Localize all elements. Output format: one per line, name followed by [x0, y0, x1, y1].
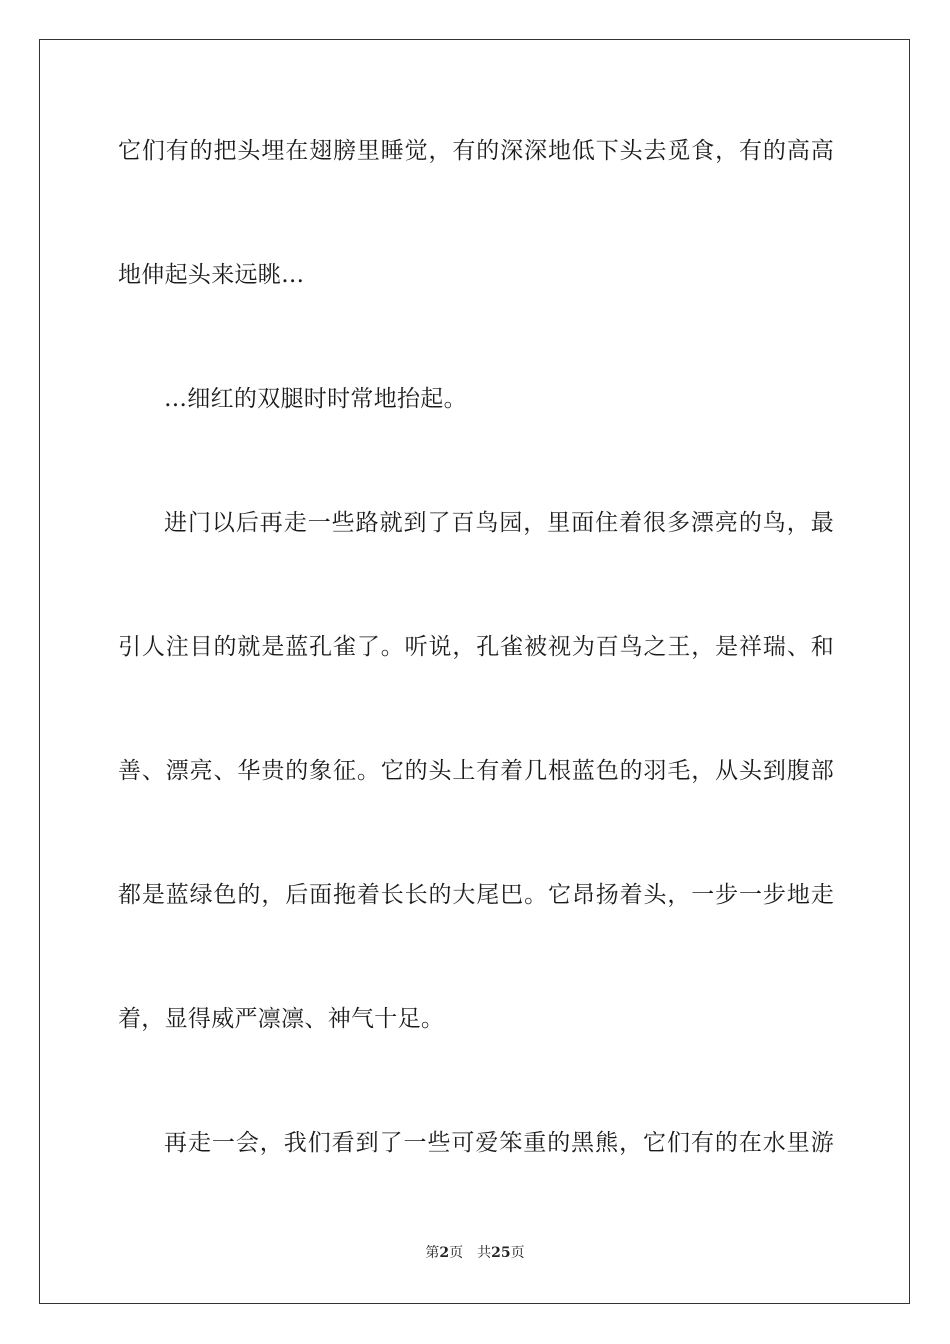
page-prefix: 第	[425, 1245, 440, 1261]
paragraph-line-8: 着，显得威严凛凛、神气十足。	[118, 1006, 445, 1032]
paragraph-line-3: …细红的双腿时时常地抬起。	[164, 386, 467, 412]
paragraph-line-7: 都是蓝绿色的，后面拖着长长的大尾巴。它昂扬着头，一步一步地走	[118, 882, 834, 908]
total-pages: 25	[491, 1245, 511, 1261]
page-footer	[0, 1244, 950, 1262]
paragraph-line-4: 进门以后再走一些路就到了百鸟园，里面住着很多漂亮的鸟，最	[164, 510, 834, 536]
total-unit: 页	[510, 1245, 525, 1261]
page-number: 2	[439, 1245, 450, 1261]
total-prefix: 共	[477, 1245, 492, 1261]
page-border	[39, 39, 910, 1304]
paragraph-line-5: 引人注目的就是蓝孔雀了。听说，孔雀被视为百鸟之王，是祥瑞、和	[118, 634, 834, 660]
page-unit: 页	[449, 1245, 464, 1261]
paragraph-line-6: 善、漂亮、华贵的象征。它的头上有着几根蓝色的羽毛，从头到腹部	[118, 758, 834, 784]
paragraph-line-1: 它们有的把头埋在翅膀里睡觉，有的深深地低下头去觅食，有的高高	[118, 138, 834, 164]
paragraph-line-9: 再走一会，我们看到了一些可爱笨重的黑熊，它们有的在水里游	[164, 1130, 834, 1156]
paragraph-line-2: 地伸起头来远眺…	[118, 262, 305, 288]
